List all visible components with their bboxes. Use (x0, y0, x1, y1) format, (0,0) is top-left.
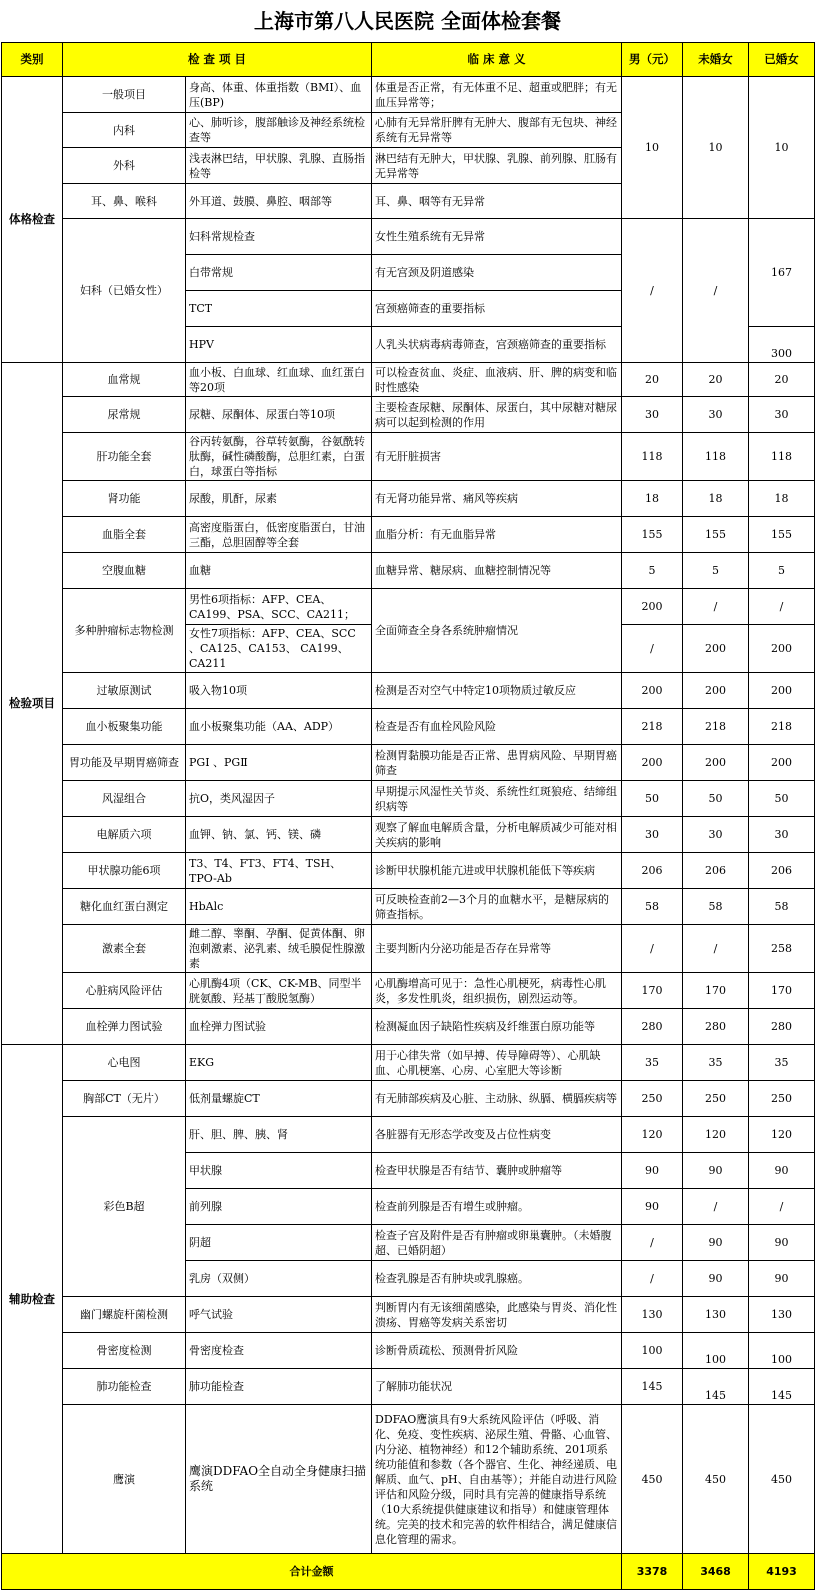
clinical-meaning: 检查是否有血栓风险风险 (372, 709, 622, 745)
fee-unmarried: 280 (683, 1009, 749, 1045)
item-detail: EKG (186, 1045, 372, 1081)
fee-male: 10 (622, 77, 683, 219)
fee-unmarried: 200 (683, 625, 749, 673)
fee-married: 5 (749, 553, 815, 589)
item-detail: 骨密度检查 (186, 1333, 372, 1369)
page-title: 上海市第八人民医院 全面体检套餐 (254, 9, 561, 33)
fee-married: 90 (749, 1261, 815, 1297)
fee-married: 100 (749, 1333, 815, 1369)
fee-male: 200 (622, 745, 683, 781)
fee-unmarried: / (683, 589, 749, 625)
fee-male: / (622, 1225, 683, 1261)
header-item: 检 查 项 目 (63, 43, 372, 77)
item-detail: 高密度脂蛋白，低密度脂蛋白，甘油三酯，总胆固醇等全套 (186, 517, 372, 553)
fee-unmarried: 90 (683, 1261, 749, 1297)
item-detail: 血栓弹力图试验 (186, 1009, 372, 1045)
fee-unmarried: 206 (683, 853, 749, 889)
table-row (2, 517, 815, 553)
fee-unmarried: 200 (683, 673, 749, 709)
fee-unmarried: 145 (683, 1369, 749, 1405)
fee-married: 200 (749, 673, 815, 709)
item-detail: 抗O，类风湿因子 (186, 781, 372, 817)
fee-male: 30 (622, 817, 683, 853)
fee-male: 250 (622, 1081, 683, 1117)
item-detail: 鹰演DDFAO全自动全身健康扫描系统 (186, 1405, 372, 1554)
fee-unmarried: 250 (683, 1081, 749, 1117)
fee-married: 258 (749, 925, 815, 973)
item-detail: 吸入物10项 (186, 673, 372, 709)
fee-unmarried: 35 (683, 1045, 749, 1081)
clinical-meaning: 有无肾功能异常、痛风等疾病 (372, 481, 622, 517)
clinical-meaning: 观察了解血电解质含量，分析电解质减少可能对相关疾病的影响 (372, 817, 622, 853)
clinical-meaning: 主要检查尿糖、尿酮体、尿蛋白，其中尿糖对糖尿病可以起到检测的作用 (372, 397, 622, 433)
item-name: 幽门螺旋杆菌检测 (63, 1297, 186, 1333)
table-row (2, 397, 815, 433)
table-row (2, 1045, 815, 1081)
item-name: 肺功能检查 (63, 1369, 186, 1405)
table-row (2, 433, 815, 481)
fee-male: / (622, 1261, 683, 1297)
item-name: 肝功能全套 (63, 433, 186, 481)
item-detail: 尿酸，肌酐，尿素 (186, 481, 372, 517)
item-name: 糖化血红蛋白测定 (63, 889, 186, 925)
item-detail: 白带常规 (186, 255, 372, 291)
fee-unmarried: 30 (683, 817, 749, 853)
fee-male: 280 (622, 1009, 683, 1045)
item-detail: 尿糖、尿酮体、尿蛋白等10项 (186, 397, 372, 433)
fee-married: 200 (749, 625, 815, 673)
table-row (2, 745, 815, 781)
table-row (2, 1405, 815, 1554)
item-name: 甲状腺功能6项 (63, 853, 186, 889)
item-detail: 低剂量螺旋CT (186, 1081, 372, 1117)
table-row (2, 673, 815, 709)
total-male: 3378 (622, 1554, 683, 1590)
fee-unmarried: / (683, 925, 749, 973)
fee-male: 20 (622, 363, 683, 397)
clinical-meaning: 体重是否正常，有无体重不足、超重或肥胖；有无血压异常等； (372, 77, 622, 113)
fee-unmarried: 218 (683, 709, 749, 745)
clinical-meaning: 可反映检查前2—3个月的血糖水平，是糖尿病的筛查指标。 (372, 889, 622, 925)
fee-unmarried: 200 (683, 745, 749, 781)
item-name: 妇科（已婚女性） (63, 219, 186, 363)
clinical-meaning: 了解肺功能状况 (372, 1369, 622, 1405)
header-male: 男（元） (622, 43, 683, 77)
fee-unmarried: / (683, 219, 749, 363)
fee-male: 170 (622, 973, 683, 1009)
item-detail: 乳房（双侧） (186, 1261, 372, 1297)
table-row (2, 781, 815, 817)
total-married: 4193 (749, 1554, 815, 1590)
table-row (2, 1333, 815, 1369)
fee-male: / (622, 625, 683, 673)
item-name: 骨密度检测 (63, 1333, 186, 1369)
table-row (2, 925, 815, 973)
table-row (2, 589, 815, 625)
fee-married: / (749, 1189, 815, 1225)
table-row (2, 363, 815, 397)
item-name: 外科 (63, 148, 186, 184)
fee-married: 200 (749, 745, 815, 781)
fee-unmarried: 450 (683, 1405, 749, 1554)
clinical-meaning: 用于心律失常（如早搏、传导障碍等）、心肌缺血、心肌梗塞、心房、心室肥大等诊断 (372, 1045, 622, 1081)
item-detail: TCT (186, 291, 372, 327)
category-lab: 检验项目 (2, 363, 63, 1045)
header-meaning: 临 床 意 义 (372, 43, 622, 77)
clinical-meaning: 检查前列腺是否有增生或肿瘤。 (372, 1189, 622, 1225)
clinical-meaning: 诊断甲状腺机能亢进或甲状腺机能低下等疾病 (372, 853, 622, 889)
item-name: 血常规 (63, 363, 186, 397)
fee-married: 90 (749, 1153, 815, 1189)
clinical-meaning: DDFAO鹰演具有9大系统风险评估（呼吸、消化、免疫、变性疾病、泌尿生殖、骨骼、心血管、内分泌、植物神经）和12个辅助系统、201项系统功能值和参数（各个器官、生化、神经递质、电解质、血气、pH、自由基等）；并能自动进行风险评估和风险分级，同时具有完善的健康指导系统（10大系统提供健康建议和指导）和健康管理体统。完美的技术和完善的软件相结合，满足健康信息化管理的需求。 (372, 1405, 622, 1554)
total-label: 合计金额 (2, 1554, 622, 1590)
fee-married: 218 (749, 709, 815, 745)
item-detail: 男性6项指标：AFP、CEA、CA199、PSA、SCC、CA211； (186, 589, 372, 625)
fee-married: 250 (749, 1081, 815, 1117)
item-detail: 肝、胆、脾、胰、肾 (186, 1117, 372, 1153)
item-name: 鹰演 (63, 1405, 186, 1554)
fee-married: 170 (749, 973, 815, 1009)
fee-married: 118 (749, 433, 815, 481)
fee-male: 50 (622, 781, 683, 817)
fee-married: 90 (749, 1225, 815, 1261)
fee-unmarried: 130 (683, 1297, 749, 1333)
fee-unmarried: 155 (683, 517, 749, 553)
fee-male: / (622, 925, 683, 973)
item-detail: 外耳道、鼓膜、鼻腔、咽部等 (186, 184, 372, 219)
item-name: 彩色B超 (63, 1117, 186, 1297)
fee-married: 145 (749, 1369, 815, 1405)
fee-male: 218 (622, 709, 683, 745)
item-detail: 身高、体重、体重指数（BMI）、血压(BP) (186, 77, 372, 113)
table-row (2, 889, 815, 925)
header-unmarried: 未婚女 (683, 43, 749, 77)
clinical-meaning: 主要判断内分泌功能是否存在异常等 (372, 925, 622, 973)
clinical-meaning: 检测凝血因子缺陷性疾病及纤维蛋白原功能等 (372, 1009, 622, 1045)
clinical-meaning: 检查子宫及附件是否有肿瘤或卵巢囊肿。（未婚腹超、已婚阴超） (372, 1225, 622, 1261)
item-detail: 谷丙转氨酶，谷草转氨酶，谷氨酰转肽酶，碱性磷酸酶，总胆红素，白蛋白，球蛋白等指标 (186, 433, 372, 481)
item-name: 心电图 (63, 1045, 186, 1081)
fee-married: 10 (749, 77, 815, 219)
item-detail: 女性7项指标：AFP、CEA、SCC 、CA125、CA153、 CA199、CA211 (186, 625, 372, 673)
fee-married: 58 (749, 889, 815, 925)
fee-male: / (622, 219, 683, 363)
clinical-meaning: 宫颈癌筛查的重要指标 (372, 291, 622, 327)
table-row (2, 853, 815, 889)
fee-unmarried: 30 (683, 397, 749, 433)
header-category: 类别 (2, 43, 63, 77)
clinical-meaning: 全面筛查全身各系统肿瘤情况 (372, 589, 622, 673)
table-row (2, 709, 815, 745)
fee-unmarried: 100 (683, 1333, 749, 1369)
fee-married: 450 (749, 1405, 815, 1554)
item-detail: 阴超 (186, 1225, 372, 1261)
table-row (2, 553, 815, 589)
clinical-meaning: 检查甲状腺是否有结节、囊肿或肿瘤等 (372, 1153, 622, 1189)
item-name: 血栓弹力图试验 (63, 1009, 186, 1045)
table-row (2, 1009, 815, 1045)
fee-male: 200 (622, 589, 683, 625)
item-detail: 血小板、白血球、红血球、血红蛋白等20项 (186, 363, 372, 397)
clinical-meaning: 各脏器有无形态学改变及占位性病变 (372, 1117, 622, 1153)
table-row (2, 77, 815, 113)
fee-male: 100 (622, 1333, 683, 1369)
item-detail: T3、T4、FT3、FT4、TSH、TPO-Ab (186, 853, 372, 889)
fee-married: 280 (749, 1009, 815, 1045)
item-detail: HbAlc (186, 889, 372, 925)
clinical-meaning: 有无肝脏损害 (372, 433, 622, 481)
fee-male: 90 (622, 1189, 683, 1225)
fee-unmarried: 120 (683, 1117, 749, 1153)
item-name: 风湿组合 (63, 781, 186, 817)
item-detail: 血小板聚集功能（AA、ADP） (186, 709, 372, 745)
fee-male: 145 (622, 1369, 683, 1405)
fee-male: 58 (622, 889, 683, 925)
item-name: 耳、鼻、喉科 (63, 184, 186, 219)
clinical-meaning: 诊断骨质疏松、预测骨折风险 (372, 1333, 622, 1369)
clinical-meaning: 人乳头状病毒病毒筛查，宫颈癌筛查的重要指标 (372, 327, 622, 363)
fee-unmarried: 5 (683, 553, 749, 589)
fee-married: / (749, 589, 815, 625)
fee-married: 18 (749, 481, 815, 517)
table-row (2, 817, 815, 853)
checkup-table (1, 42, 815, 1590)
fee-married: 30 (749, 397, 815, 433)
fee-male: 155 (622, 517, 683, 553)
item-name: 血脂全套 (63, 517, 186, 553)
clinical-meaning: 血脂分析：有无血脂异常 (372, 517, 622, 553)
clinical-meaning: 心肺有无异常肝脾有无肿大、腹部有无包块、神经系统有无异常等 (372, 113, 622, 148)
clinical-meaning: 有无宫颈及阴道感染 (372, 255, 622, 291)
fee-male: 18 (622, 481, 683, 517)
table-row (2, 1297, 815, 1333)
fee-male: 200 (622, 673, 683, 709)
item-detail: 雌二醇、睾酮、孕酮、促黄体酮、卵泡刺激素、泌乳素、绒毛膜促性腺激素 (186, 925, 372, 973)
fee-married: 120 (749, 1117, 815, 1153)
table-row (2, 1117, 815, 1153)
clinical-meaning: 淋巴结有无肿大，甲状腺、乳腺、前列腺、肛肠有无异常等 (372, 148, 622, 184)
table-row (2, 1081, 815, 1117)
item-name: 一般项目 (63, 77, 186, 113)
fee-male: 120 (622, 1117, 683, 1153)
fee-unmarried: 58 (683, 889, 749, 925)
fee-unmarried: 90 (683, 1153, 749, 1189)
item-detail: 浅表淋巴结，甲状腺、乳腺、直肠指检等 (186, 148, 372, 184)
header-married: 已婚女 (749, 43, 815, 77)
clinical-meaning: 女性生殖系统有无异常 (372, 219, 622, 255)
fee-married: 30 (749, 817, 815, 853)
item-detail: 血钾、钠、氯、钙、镁、磷 (186, 817, 372, 853)
fee-married: 35 (749, 1045, 815, 1081)
fee-male: 206 (622, 853, 683, 889)
item-detail: 呼气试验 (186, 1297, 372, 1333)
fee-unmarried: 118 (683, 433, 749, 481)
item-name: 多种肿瘤标志物检测 (63, 589, 186, 673)
clinical-meaning: 血糖异常、糖尿病、血糖控制情况等 (372, 553, 622, 589)
item-detail: HPV (186, 327, 372, 363)
item-detail: 妇科常规检查 (186, 219, 372, 255)
table-row (2, 973, 815, 1009)
item-detail: 前列腺 (186, 1189, 372, 1225)
clinical-meaning: 耳、鼻、咽等有无异常 (372, 184, 622, 219)
item-detail: 甲状腺 (186, 1153, 372, 1189)
fee-male: 90 (622, 1153, 683, 1189)
fee-male: 130 (622, 1297, 683, 1333)
item-name: 电解质六项 (63, 817, 186, 853)
category-physical: 体格检查 (2, 77, 63, 363)
item-detail: 肺功能检查 (186, 1369, 372, 1405)
clinical-meaning: 判断胃内有无该细菌感染，此感染与胃炎、消化性溃疡、胃癌等发病关系密切 (372, 1297, 622, 1333)
category-aux: 辅助检查 (2, 1045, 63, 1554)
fee-married: 155 (749, 517, 815, 553)
item-name: 心脏病风险评估 (63, 973, 186, 1009)
item-name: 胸部CT（无片） (63, 1081, 186, 1117)
fee-married: 206 (749, 853, 815, 889)
clinical-meaning: 检测是否对空气中特定10项物质过敏反应 (372, 673, 622, 709)
fee-married: 20 (749, 363, 815, 397)
item-name: 胃功能及早期胃癌筛查 (63, 745, 186, 781)
item-name: 激素全套 (63, 925, 186, 973)
fee-male: 118 (622, 433, 683, 481)
fee-male: 30 (622, 397, 683, 433)
clinical-meaning: 检查乳腺是否有肿块或乳腺癌。 (372, 1261, 622, 1297)
item-name: 过敏原测试 (63, 673, 186, 709)
fee-male: 5 (622, 553, 683, 589)
fee-male: 450 (622, 1405, 683, 1554)
total-row (2, 1554, 815, 1590)
fee-unmarried: 50 (683, 781, 749, 817)
clinical-meaning: 早期提示风湿性关节炎、系统性红斑狼疮、结缔组织病等 (372, 781, 622, 817)
item-detail: 心、肺听诊，腹部触诊及神经系统检查等 (186, 113, 372, 148)
fee-married: 300 (749, 327, 815, 363)
fee-male: 35 (622, 1045, 683, 1081)
fee-unmarried: 90 (683, 1225, 749, 1261)
clinical-meaning: 心肌酶增高可见于：急性心肌梗死，病毒性心肌炎，多发性肌炎，组织损伤，剧烈运动等。 (372, 973, 622, 1009)
item-detail: 血糖 (186, 553, 372, 589)
header-row (2, 43, 815, 77)
fee-unmarried: 18 (683, 481, 749, 517)
fee-unmarried: / (683, 1189, 749, 1225)
item-name: 内科 (63, 113, 186, 148)
fee-married: 50 (749, 781, 815, 817)
fee-unmarried: 170 (683, 973, 749, 1009)
item-detail: PGⅠ 、PGⅡ (186, 745, 372, 781)
fee-unmarried: 10 (683, 77, 749, 219)
fee-unmarried: 20 (683, 363, 749, 397)
fee-married: 167 (749, 219, 815, 327)
clinical-meaning: 有无肺部疾病及心脏、主动脉、纵膈、横膈疾病等 (372, 1081, 622, 1117)
fee-married: 130 (749, 1297, 815, 1333)
table-row (2, 481, 815, 517)
total-unmarried: 3468 (683, 1554, 749, 1590)
clinical-meaning: 检测胃黏膜功能是否正常、患胃病风险、早期胃癌筛查 (372, 745, 622, 781)
item-name: 肾功能 (63, 481, 186, 517)
table-row (2, 1369, 815, 1405)
table-row (2, 219, 815, 255)
item-detail: 心肌酶4项（CK、CK-MB、同型半胱氨酸、羟基丁酸脱氢酶） (186, 973, 372, 1009)
item-name: 空腹血糖 (63, 553, 186, 589)
item-name: 尿常规 (63, 397, 186, 433)
item-name: 血小板聚集功能 (63, 709, 186, 745)
clinical-meaning: 可以检查贫血、炎症、血液病、肝、脾的病变和临时性感染 (372, 363, 622, 397)
